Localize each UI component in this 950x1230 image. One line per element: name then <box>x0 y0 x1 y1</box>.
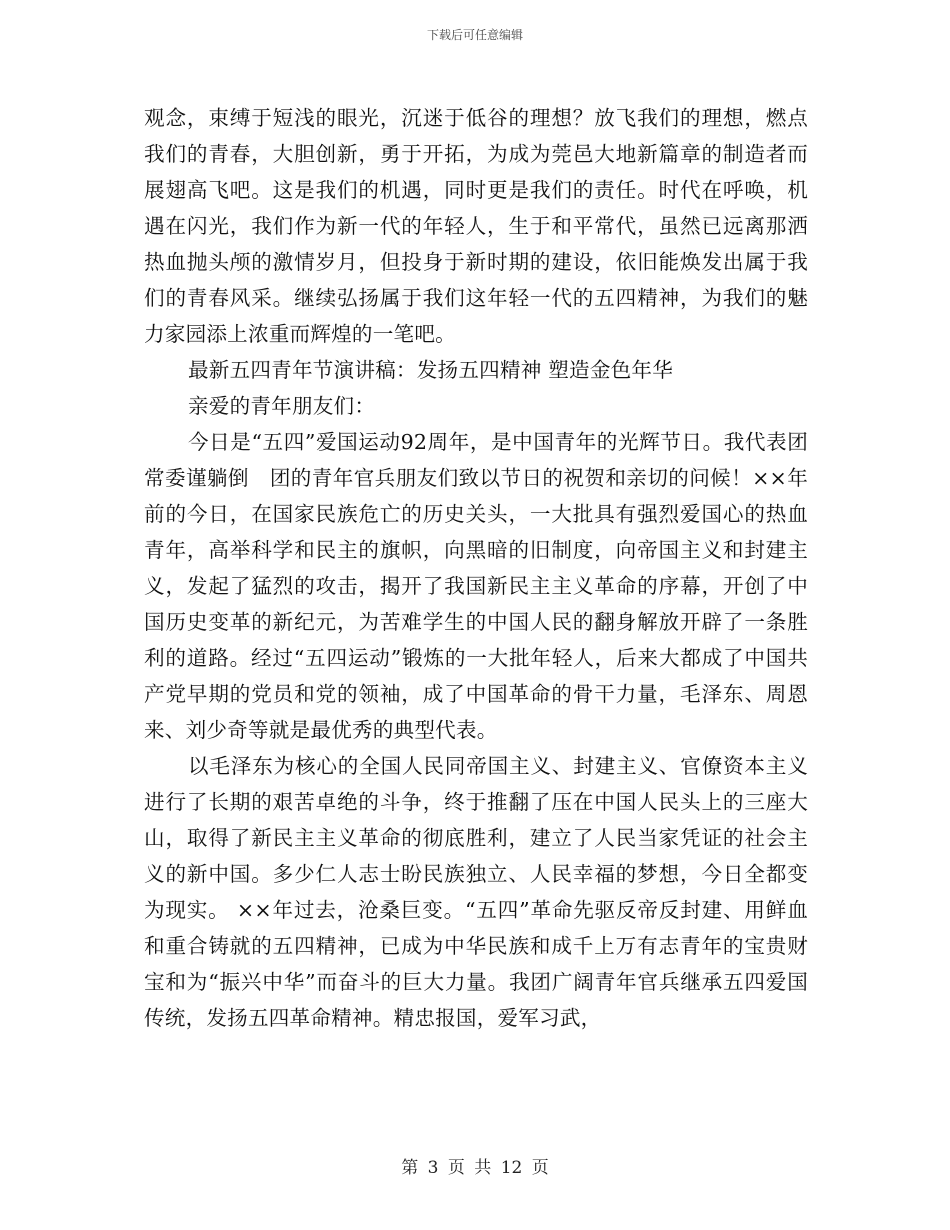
paragraph-history: 以毛泽东为核心的全国人民同帝国主义、封建主义、官僚资本主义进行了长期的艰苦卓绝的斗争，终于推翻了压在中国人民头上的三座大山，取得了新民主主义革命的彻底胜利，建立了人民当家凭证的社会主义的新中国。多少仁人志士盼民族独立、人民幸福的梦想，今日全都变为现实。 ××年过去，沧桑巨变。“五四”革命先驱反帝反封建、用鲜血和重合铸就的五四精神，已成为中华民族和成千上万有志青年的宝贵财宝和为“振兴中华”而奋斗的巨大力量。我团广阔青年官兵继承五四爱国传统，发扬五四革命精神。精忠报国，爱军习武， <box>144 754 808 1030</box>
speech-title: 最新五四青年节演讲稿：发扬五四精神 塑造金色年华 <box>188 358 673 382</box>
paragraph-intro: 今日是“五四”爱国运动92周年，是中国青年的光辉节日。我代表团常委谨躺倒 团的青年官兵朋友们致以节日的祝贺和亲切的问候！××年前的今日，在国家民族危亡的历史关头，一大批具有强烈爱国心的热血青年，高举科学和民主的旗帜，向黑暗的旧制度，向帝国主义和封建主义，发起了猛烈的攻击，揭开了我国新民主主义革命的序幕，开创了中国历史变革的新纪元，为苦难学生的中国人民的翻身解放开辟了一条胜利的道路。经过“五四运动”锻炼的一大批年轻人，后来大都成了中国共产党早期的党员和党的领袖，成了中国革命的骨干力量，毛泽东、周恩来、刘少奇等就是最优秀的典型代表。 <box>144 430 808 742</box>
page-number: 第 3 页 共 12 页 <box>401 1158 549 1178</box>
paragraph-continuation: 观念，束缚于短浅的眼光，沉迷于低谷的理想？放飞我们的理想，燃点我们的青春，大胆创新，勇于开拓，为成为莞邑大地新篇章的制造者而展翅高飞吧。这是我们的机遇，同时更是我们的责任。时代在呼唤，机遇在闪光，我们作为新一代的年轻人，生于和平常代，虽然已远离那洒热血抛头颅的激情岁月，但投身于新时期的建设，依旧能焕发出属于我们的青春风采。继续弘扬属于我们这年轻一代的五四精神，为我们的魅力家园添上浓重而辉煌的一笔吧。 <box>144 106 808 346</box>
speech-salutation: 亲爱的青年朋友们： <box>188 394 376 418</box>
page-header-note: 下载后可任意编辑 <box>426 28 523 42</box>
document-body <box>144 100 808 1036</box>
